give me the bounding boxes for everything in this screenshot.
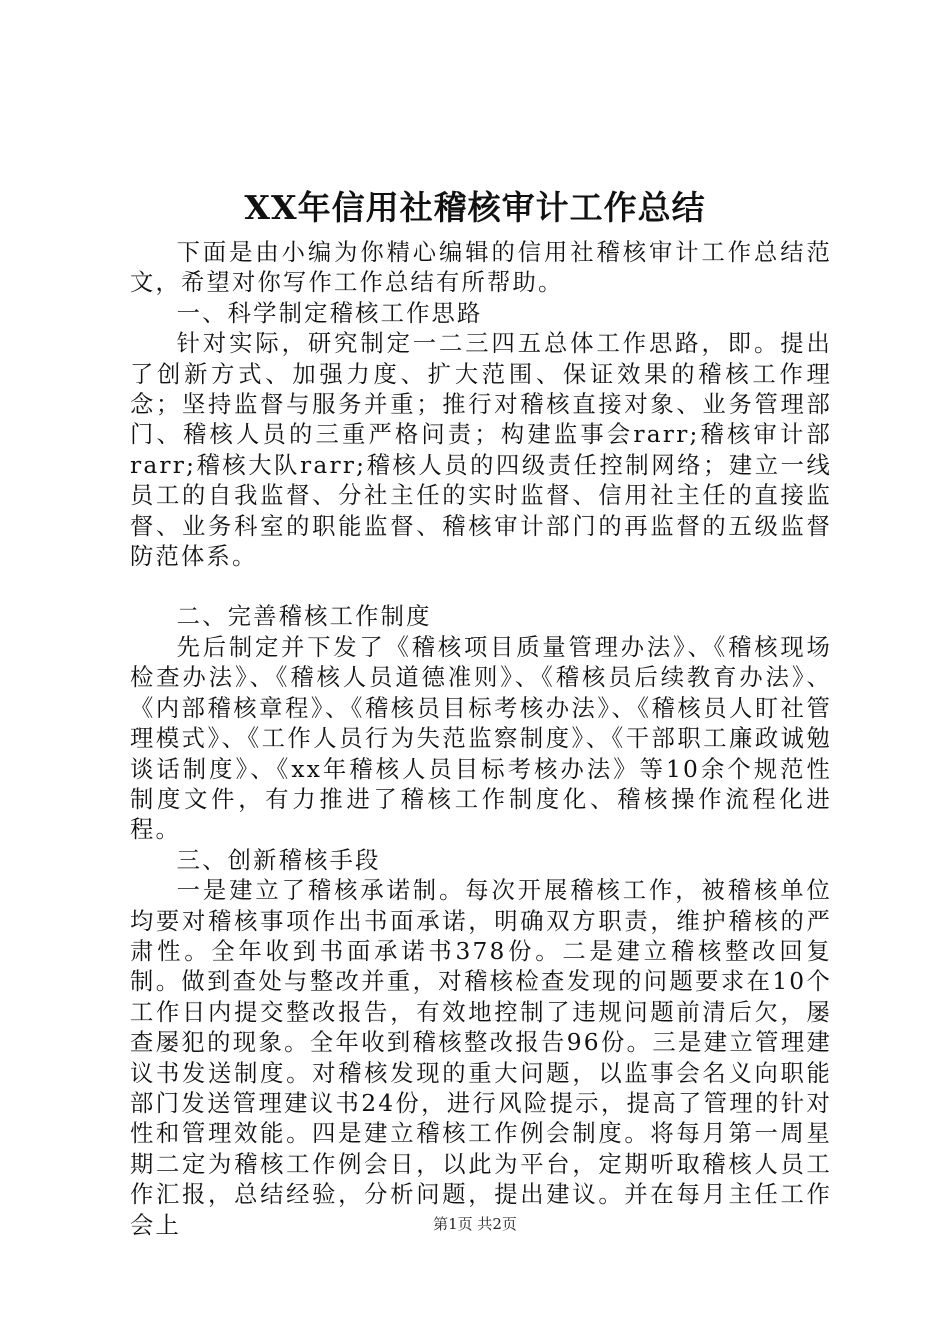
section-heading-2: 二、完善稽核工作制度 xyxy=(176,603,432,631)
section-1-paragraph: 针对实际，研究制定一二三四五总体工作思路，即。提出了创新方式、加强力度、扩大范围、保证效果的稽核工作理念；坚持监督与服务并重；推行对稽核直接对象、业务管理部门、稽核人员的三重严格问责；构建监事会rarr;稽核审计部rarr;稽核大队rarr;稽核人员的四级责任控制网络；建立一线员工的自我监督、分社主任的实时监督、信用社主任的直接监督、业务科室的职能监督、稽核审计部门的再监督的五级监督防范体系。 xyxy=(130,330,832,571)
section-heading-1: 一、科学制定稽核工作思路 xyxy=(176,299,483,327)
intro-paragraph: 下面是由小编为你精心编辑的信用社稽核审计工作总结范文，希望对你写作工作总结有所帮助。 xyxy=(130,239,832,297)
section-2-paragraph: 先后制定并下发了《稽核项目质量管理办法》、《稽核现场检查办法》、《稽核人员道德准则》、《稽核员后续教育办法》、《内部稽核章程》、《稽核员目标考核办法》、《稽核员人盯社管理模式》、《工作人员行为失范监察制度》、《干部职工廉政诚勉谈话制度》、《xx年稽核人员目标考核办法》等10余个规范性制度文件，有力推进了稽核工作制度化、稽核操作流程化进程。 xyxy=(130,633,832,844)
section-heading-3: 三、创新稽核手段 xyxy=(176,846,381,874)
document-body xyxy=(130,238,832,1241)
section-3-paragraph: 一是建立了稽核承诺制。每次开展稽核工作，被稽核单位均要对稽核事项作出书面承诺，明确双方职责，维护稽核的严肃性。全年收到书面承诺书378份。二是建立稽核整改回复制。做到查处与整改并重，对稽核检查发现的问题要求在10个工作日内提交整改报告，有效地控制了违规问题前清后欠，屡查屡犯的现象。全年收到稽核整改报告96份。三是建立管理建议书发送制度。对稽核发现的重大问题，以监事会名义向职能部门发送管理建议书24份，进行风险提示，提高了管理的针对性和管理效能。四是建立稽核工作例会制度。将每月第一周星期二定为稽核工作例会日，以此为平台，定期听取稽核人员工作汇报，总结经验，分析问题，提出建议。并在每月主任工作会上 xyxy=(130,877,832,1239)
page-number: 第1页 共2页 xyxy=(433,1215,517,1233)
document-title: XX年信用社稽核审计工作总结 xyxy=(244,188,706,227)
